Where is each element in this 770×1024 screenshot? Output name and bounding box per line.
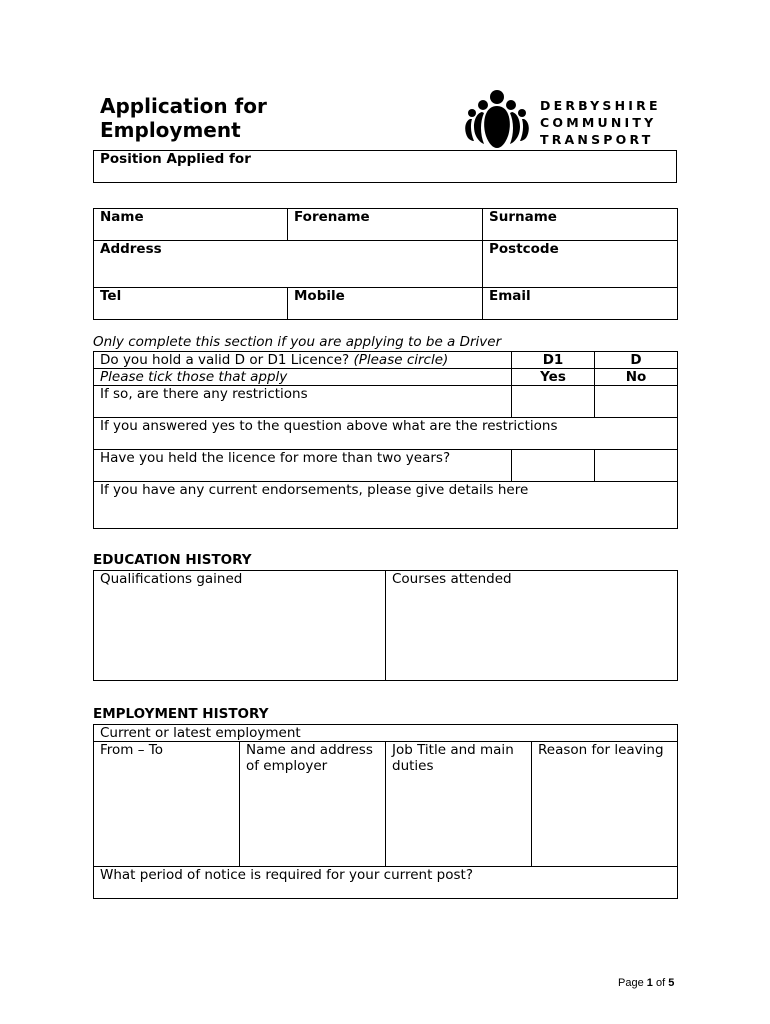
- endorsements-label: If you have any current endorsements, please give details here: [100, 482, 529, 498]
- mobile-label: Mobile: [294, 288, 345, 304]
- two-years-no-box[interactable]: [595, 450, 678, 482]
- postcode-field[interactable]: [483, 241, 678, 288]
- tick-hint: [94, 369, 512, 386]
- no-label: No: [625, 369, 647, 385]
- courses-label: Courses attended: [392, 571, 512, 587]
- from-to-label: From – To: [100, 742, 163, 758]
- job-title-label: Job Title and main duties: [392, 742, 514, 774]
- employer-label: Name and address of employer: [246, 742, 373, 774]
- page-current: 1: [646, 977, 653, 989]
- forename-label: Forename: [294, 209, 370, 225]
- surname-label: Surname: [489, 209, 557, 225]
- education-heading: EDUCATION HISTORY: [93, 552, 252, 568]
- employment-heading: EMPLOYMENT HISTORY: [93, 706, 269, 722]
- logo-line-3: TRANSPORT: [540, 132, 654, 147]
- current-employment-row: [94, 725, 678, 742]
- no-column-header: [595, 369, 678, 386]
- licence-question-hint: (Please circle): [353, 352, 449, 368]
- two-years-yes-box[interactable]: [512, 450, 595, 482]
- restrictions-yes-box[interactable]: [512, 386, 595, 418]
- restrictions-detail-label: If you answered yes to the question above what are the restrictions: [100, 418, 558, 434]
- restrictions-question: [94, 386, 512, 418]
- licence-question: [94, 352, 512, 369]
- people-group-icon: [462, 88, 532, 154]
- qualifications-field[interactable]: [94, 571, 386, 681]
- driver-table: [93, 351, 678, 529]
- position-field[interactable]: [94, 151, 677, 183]
- logo-line-1: DERBYSHIRE: [540, 98, 661, 113]
- logo-line-2: COMMUNITY: [540, 115, 657, 130]
- employment-table: [93, 724, 678, 899]
- option-d1[interactable]: [512, 352, 595, 369]
- driver-section-note: Only complete this section if you are applying to be a Driver: [93, 334, 502, 350]
- option-d[interactable]: [595, 352, 678, 369]
- reason-field[interactable]: [532, 742, 678, 867]
- of-word: of: [655, 977, 666, 989]
- page-word: Page: [618, 977, 644, 989]
- personal-details-table: [93, 208, 678, 320]
- address-field[interactable]: [94, 241, 483, 288]
- name-label: Name: [100, 209, 144, 225]
- forename-field[interactable]: [288, 209, 483, 241]
- job-title-field[interactable]: [386, 742, 532, 867]
- restrictions-no-box[interactable]: [595, 386, 678, 418]
- email-label: Email: [489, 288, 531, 304]
- yes-label: Yes: [540, 369, 566, 385]
- page-number: [618, 977, 674, 989]
- notice-period-field[interactable]: [94, 867, 678, 899]
- address-label: Address: [100, 241, 162, 257]
- from-to-field[interactable]: [94, 742, 240, 867]
- endorsements-field[interactable]: [94, 482, 678, 529]
- current-employment-label: Current or latest employment: [100, 725, 301, 741]
- name-field[interactable]: [94, 209, 288, 241]
- two-years-question: [94, 450, 512, 482]
- tel-field[interactable]: [94, 288, 288, 320]
- postcode-label: Postcode: [489, 241, 559, 257]
- position-label: Position Applied for: [100, 151, 251, 167]
- employer-field[interactable]: [240, 742, 386, 867]
- email-field[interactable]: [483, 288, 678, 320]
- licence-question-text: Do you hold a valid D or D1 Licence?: [100, 352, 350, 368]
- education-table: [93, 570, 678, 681]
- position-table: [93, 150, 677, 183]
- yes-column-header: [512, 369, 595, 386]
- tick-hint-text: Please tick those that apply: [100, 369, 288, 385]
- surname-field[interactable]: [483, 209, 678, 241]
- qualifications-label: Qualifications gained: [100, 571, 243, 587]
- notice-period-label: What period of notice is required for your current post?: [100, 867, 473, 883]
- mobile-field[interactable]: [288, 288, 483, 320]
- restrictions-question-text: If so, are there any restrictions: [100, 386, 308, 402]
- title-line-2: Employment: [100, 118, 241, 142]
- page-title: [100, 94, 267, 142]
- option-d-label: D: [630, 352, 642, 368]
- courses-field[interactable]: [386, 571, 678, 681]
- reason-label: Reason for leaving: [538, 742, 664, 758]
- two-years-question-text: Have you held the licence for more than two years?: [100, 450, 451, 466]
- tel-label: Tel: [100, 288, 122, 304]
- option-d1-label: D1: [542, 352, 564, 368]
- title-line-1: Application for: [100, 94, 267, 118]
- page-total: 5: [668, 977, 675, 989]
- restrictions-detail-field[interactable]: [94, 418, 678, 450]
- logo-wordmark: [540, 97, 661, 148]
